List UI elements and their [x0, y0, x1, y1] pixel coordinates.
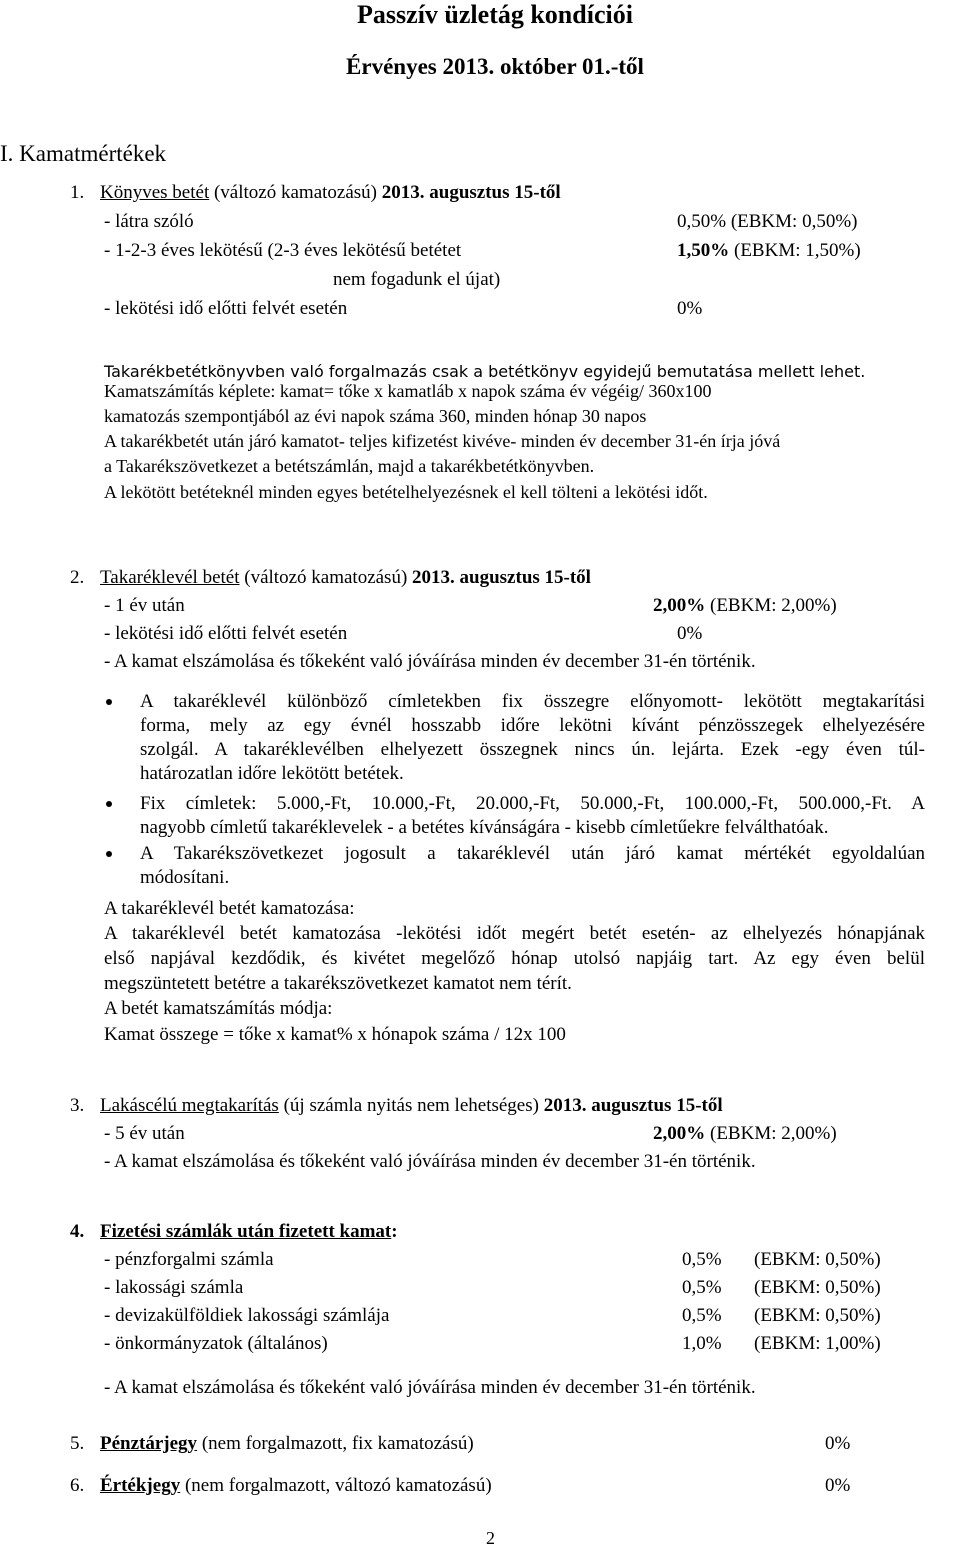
s4-row-ebkm: (EBKM: 0,50%) — [754, 1249, 881, 1270]
s5-rate: 0% — [825, 1433, 851, 1454]
s1-note: Takarékbetétkönyvben való forgalmazás csak a betétkönyv egyidejű bemutatása mellett lehet. — [104, 362, 866, 381]
s2-number: 2. — [70, 567, 85, 588]
s5-product-name: Pénztárjegy — [100, 1433, 198, 1454]
s4-row-label: - pénzforgalmi számla — [104, 1249, 274, 1270]
s4-row-ebkm: (EBKM: 0,50%) — [754, 1305, 881, 1326]
s3-heading — [70, 1095, 723, 1117]
s1-note: A takarékbetét után járó kamatot- teljes kifizetést kivéve- minden év december 31-én írja jóvá — [104, 431, 781, 451]
s1-number: 1. — [70, 182, 85, 203]
s4-heading-name: Fizetési számlák után fizetett kamat — [100, 1221, 392, 1242]
bullet-icon — [106, 801, 112, 807]
page-title: Passzív üzletág kondíciói — [357, 0, 633, 29]
s2-heading — [70, 567, 591, 589]
s3-product-type: (új számla nyitás nem lehetséges) — [278, 1095, 544, 1116]
s2-calc-heading: A betét kamatszámítás módja: — [104, 998, 333, 1019]
s5-row — [70, 1433, 474, 1455]
s1-row-label: - látra szóló — [104, 211, 194, 232]
s2-interest-text: A takaréklevél betét kamatozása -lekötési időt megért betét esetén- az elhelyezés hónapjának első napjával kezdődik, és kivétet megelőző hónap utolsó napjáig tart. Az egy éven belül megszüntetett betétre a takarékszövetkezet kamatot nem térít. — [104, 923, 925, 994]
s6-description: (nem forgalmazott, változó kamatozású) — [180, 1475, 492, 1496]
s4-row-ebkm: (EBKM: 1,00%) — [754, 1333, 881, 1354]
s3-date: 2013. augusztus 15-től — [543, 1095, 723, 1116]
s2-interest-heading: A takaréklevél betét kamatozása: — [104, 898, 355, 919]
s2-product-name: Takaréklevél betét — [100, 567, 240, 588]
s5-description: (nem forgalmazott, fix kamatozású) — [197, 1433, 474, 1454]
s4-heading: 4. Fizetési számlák után fizetett kamat: — [70, 1221, 398, 1242]
s1-heading — [70, 182, 561, 204]
s4-row-ebkm: (EBKM: 0,50%) — [754, 1277, 881, 1298]
s1-row-rate: 1,50% (EBKM: 1,50%) — [677, 240, 861, 261]
s2-row-label: - 1 év után — [104, 595, 185, 616]
s3-row-label: - 5 év után — [104, 1123, 185, 1144]
s1-date: 2013. augusztus 15-től — [381, 182, 561, 203]
s2-date: 2013. augusztus 15-től — [412, 567, 591, 588]
s5-number: 5. — [70, 1433, 85, 1454]
s2-row-rate: 0% — [677, 623, 703, 644]
s1-row-label: - 1-2-3 éves lekötésű (2-3 éves lekötésű betétet — [104, 240, 462, 261]
s2-row-rate: 2,00% (EBKM: 2,00%) — [653, 595, 837, 616]
s3-number: 3. — [70, 1095, 85, 1116]
s6-number: 6. — [70, 1475, 85, 1496]
s1-row-rate: 0,50% (EBKM: 0,50%) — [677, 211, 858, 232]
s3-settlement: - A kamat elszámolása és tőkeként való jóváírása minden év december 31-én történik. — [104, 1151, 756, 1172]
s1-row-label: nem fogadunk el újat) — [333, 269, 501, 290]
s2-bullet-paragraph: A takaréklevél különböző címletekben fix összegre előnyomott- lekötött megtakarítási forma, mely az egy évnél hosszabb időre lekötni kívánt pénzösszegek elhelyezésére szolgál. A takaréklevélben elhelyezett összegnek nincs ún. lejárta. Ezek -egy éven túl- határozatlan időre lekötött betétek. — [140, 691, 925, 784]
s2-row-label: - lekötési idő előtti felvét esetén — [104, 623, 348, 644]
s6-row — [70, 1475, 492, 1497]
s1-note: Kamatszámítás képlete: kamat= tőke x kamatláb x napok száma év végéig/ 360x100 — [104, 381, 712, 401]
s2-calc-formula: Kamat összege = tőke x kamat% x hónapok száma / 12x 100 — [104, 1024, 566, 1045]
section-heading: I. Kamatmértékek — [0, 141, 167, 166]
page-subtitle: Érvényes 2013. október 01.-től — [346, 54, 644, 79]
s6-product-name: Értékjegy — [100, 1475, 181, 1496]
s1-row-label: - lekötési idő előtti felvét esetén — [104, 298, 348, 319]
bullet-icon — [106, 699, 112, 705]
s4-row-label: - devizakülföldiek lakossági számlája — [104, 1305, 390, 1326]
s1-note: kamatozás szempontjából az évi napok száma 360, minden hónap 30 napos — [104, 406, 647, 426]
s4-row-label: - lakossági számla — [104, 1277, 244, 1298]
s2-settlement: - A kamat elszámolása és tőkeként való jóváírása minden év december 31-én történik. — [104, 651, 756, 672]
s4-number: 4. — [70, 1221, 85, 1242]
s6-rate: 0% — [825, 1475, 851, 1496]
s4-settlement: - A kamat elszámolása és tőkeként való jóváírása minden év december 31-én történik. — [104, 1377, 756, 1398]
s1-note: A lekötött betéteknél minden egyes betételhelyezésnek el kell tölteni a lekötési időt. — [104, 482, 708, 502]
s2-bullet-paragraph: Fix címletek: 5.000,-Ft, 10.000,-Ft, 20.000,-Ft, 50.000,-Ft, 100.000,-Ft, 500.000,-Ft. A nagyobb címletű takaréklevelek - a betétes kívánságára - kisebb címletűekre felválthatóak. — [140, 793, 925, 838]
s4-row-rate: 0,5% — [682, 1249, 722, 1270]
s1-row-rate: 0% — [677, 298, 703, 319]
s2-product-type: (változó kamatozású) — [239, 567, 413, 588]
s1-product-type: (változó kamatozású) — [209, 182, 382, 203]
s4-row-label: - önkormányzatok (általános) — [104, 1333, 328, 1354]
s4-row-rate: 0,5% — [682, 1277, 722, 1298]
page-number: 2 — [486, 1528, 495, 1548]
s3-product-name: Lakáscélú megtakarítás — [100, 1095, 279, 1116]
s4-row-rate: 0,5% — [682, 1305, 722, 1326]
s2-bullet-paragraph: A Takarékszövetkezet jogosult a takaréklevél után járó kamat mértékét egyoldalúan módosítani. — [140, 843, 925, 888]
s1-product-name: Könyves betét — [100, 182, 210, 203]
s3-row-rate: 2,00% (EBKM: 2,00%) — [653, 1123, 837, 1144]
bullet-icon — [106, 851, 112, 857]
s1-note: a Takarékszövetkezet a betétszámlán, majd a takarékbetétkönyvben. — [104, 456, 595, 476]
s4-row-rate: 1,0% — [682, 1333, 722, 1354]
